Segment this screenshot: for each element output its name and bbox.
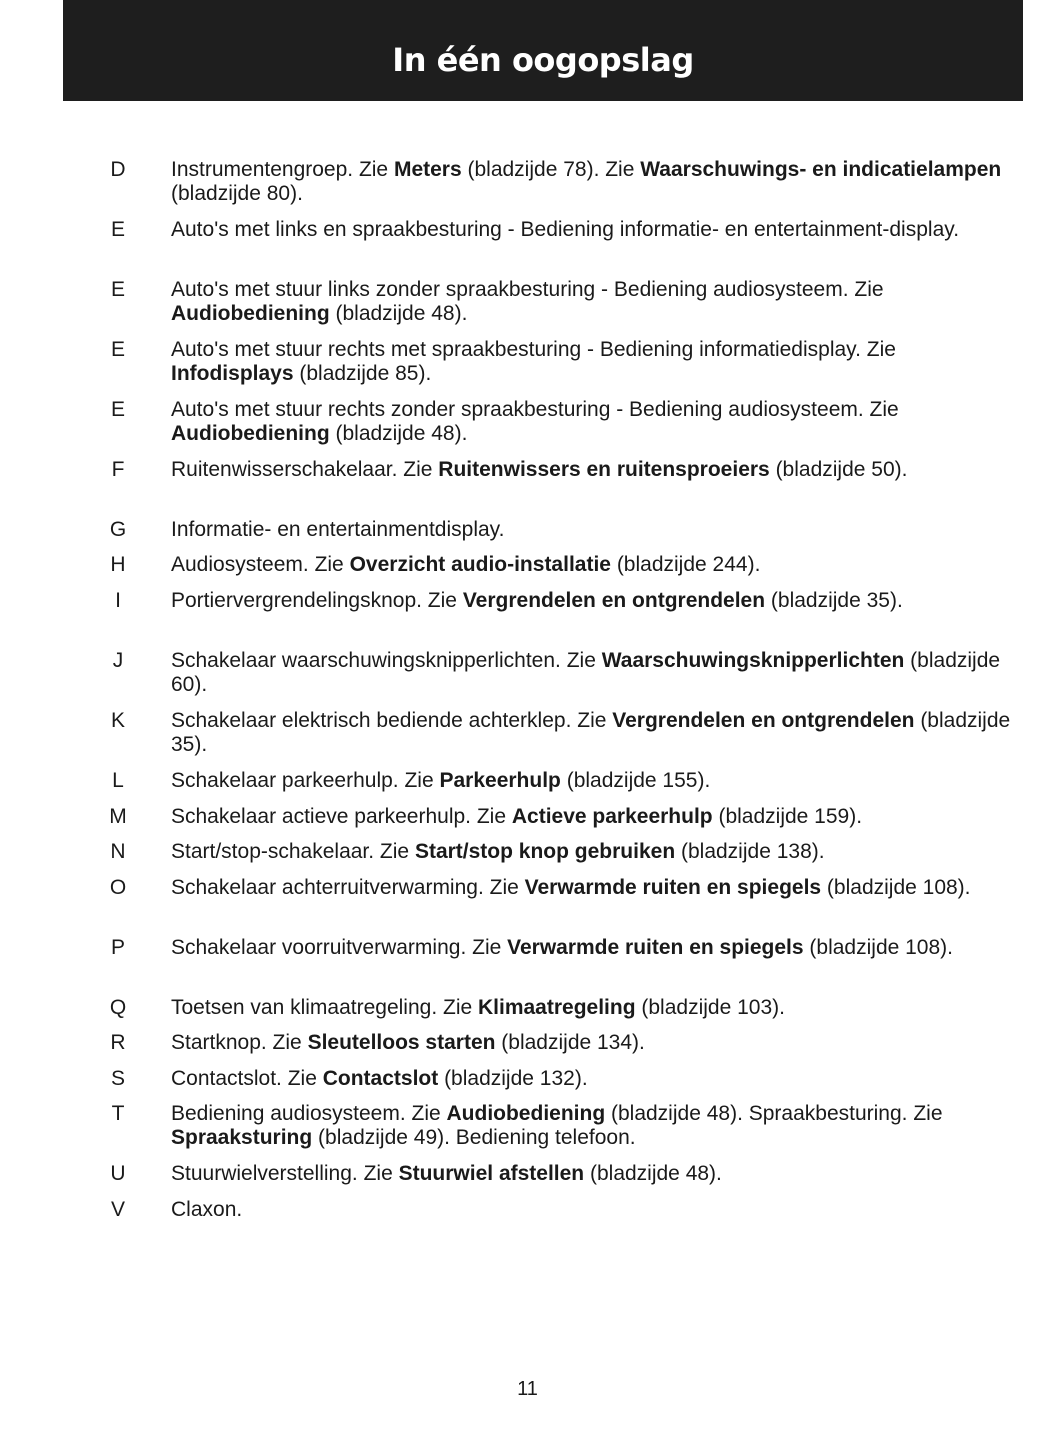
- description-text: (bladzijde 155).: [560, 769, 711, 792]
- item-letter: O: [109, 876, 127, 899]
- item-letter: E: [110, 278, 125, 301]
- description-text: (bladzijde 60).: [171, 649, 1001, 696]
- description-text: (bladzijde 80).: [171, 182, 303, 205]
- item-description: [171, 589, 1016, 613]
- description-text: Instrumentengroep. Zie: [171, 158, 394, 181]
- description-text: (bladzijde 50).: [769, 458, 908, 481]
- cross-reference: Klimaatregeling: [478, 996, 636, 1019]
- cross-reference: Verwarmde ruiten en spiegels: [524, 876, 822, 899]
- description-text: (bladzijde 108).: [821, 876, 971, 899]
- description-text: Portiervergrendelingsknop. Zie: [171, 589, 463, 612]
- item-description: [171, 218, 1016, 242]
- description-text: Ruitenwisserschakelaar. Zie: [171, 458, 439, 481]
- description-text: (bladzijde 134).: [495, 1031, 645, 1054]
- description-text: Stuurwielverstelling. Zie: [171, 1162, 399, 1185]
- description-text: (bladzijde 78). Zie: [461, 158, 641, 181]
- cross-reference: Overzicht audio-installatie: [349, 553, 611, 576]
- item-description: [171, 338, 1016, 386]
- cross-reference: Infodisplays: [171, 362, 294, 385]
- description-text: Schakelaar waarschuwingsknipperlichten. Zie: [171, 649, 602, 672]
- cross-reference: Meters: [393, 158, 462, 181]
- cross-reference: Parkeerhulp: [439, 769, 561, 792]
- page-number: 11: [517, 1378, 538, 1400]
- description-text: Bediening audiosysteem. Zie: [171, 1102, 447, 1125]
- cross-reference: Audiobediening: [171, 422, 330, 445]
- item-letter: D: [110, 158, 126, 181]
- item-letter: S: [110, 1067, 125, 1090]
- description-text: Start/stop-schakelaar. Zie: [171, 840, 415, 863]
- description-text: (bladzijde 159).: [712, 805, 863, 828]
- description-text: Auto's met stuur rechts zonder spraakbesturing - Bediening audiosysteem. Zie: [171, 398, 899, 421]
- item-description: [171, 1102, 1016, 1150]
- item-letter: H: [110, 553, 126, 576]
- item-letter: Q: [109, 996, 127, 1019]
- description-text: (bladzijde 138).: [675, 840, 825, 863]
- description-text: Audiosysteem. Zie: [171, 553, 350, 576]
- cross-reference: Audiobediening: [446, 1102, 606, 1125]
- page-title: In één oogopslag: [392, 41, 694, 79]
- item-letter: U: [110, 1162, 126, 1185]
- description-text: (bladzijde 244).: [610, 553, 761, 576]
- item-letter: G: [109, 518, 127, 541]
- item-description: [171, 1031, 1016, 1055]
- description-text: (bladzijde 35).: [765, 589, 903, 612]
- item-letter: E: [110, 218, 125, 241]
- description-text: Startknop. Zie: [171, 1031, 308, 1054]
- cross-reference: Audiobediening: [171, 302, 330, 325]
- item-description: [171, 458, 1016, 482]
- header-bar: [63, 0, 1023, 101]
- description-text: (bladzijde 48). Spraakbesturing. Zie: [605, 1102, 943, 1125]
- item-letter: K: [110, 709, 125, 732]
- description-text: Schakelaar parkeerhulp. Zie: [171, 769, 440, 792]
- item-description: [171, 158, 1016, 206]
- item-description: [171, 1198, 1016, 1222]
- item-description: [171, 278, 1016, 326]
- item-letter: L: [112, 769, 124, 792]
- item-description: [171, 649, 1016, 697]
- description-text: (bladzijde 48).: [329, 302, 468, 325]
- item-letter: R: [110, 1031, 126, 1054]
- item-letter: M: [109, 805, 127, 828]
- item-letter: P: [110, 936, 125, 959]
- item-description: [171, 876, 1016, 900]
- description-text: (bladzijde 49). Bediening telefoon.: [312, 1126, 636, 1149]
- cross-reference: Waarschuwingsknipperlichten: [601, 649, 905, 672]
- item-description: [171, 1067, 1016, 1091]
- description-text: (bladzijde 103).: [635, 996, 785, 1019]
- cross-reference: Actieve parkeerhulp: [511, 805, 713, 828]
- cross-reference: Vergrendelen en ontgrendelen: [612, 709, 915, 732]
- description-text: Auto's met stuur links zonder spraakbesturing - Bediening audiosysteem. Zie: [171, 278, 884, 301]
- item-letter: J: [112, 649, 124, 672]
- cross-reference: Stuurwiel afstellen: [398, 1162, 585, 1185]
- description-text: Informatie- en entertainmentdisplay.: [171, 518, 505, 541]
- item-letter: E: [110, 398, 125, 421]
- description-text: (bladzijde 85).: [293, 362, 432, 385]
- cross-reference: Sleutelloos starten: [307, 1031, 496, 1054]
- cross-reference: Verwarmde ruiten en spiegels: [507, 936, 804, 959]
- description-text: Auto's met stuur rechts met spraakbesturing - Bediening informatiedisplay. Zie: [171, 338, 896, 361]
- item-letter: I: [115, 589, 121, 612]
- cross-reference: Start/stop knop gebruiken: [414, 840, 676, 863]
- cross-reference: Ruitenwissers en ruitensproeiers: [438, 458, 770, 481]
- item-letter: F: [111, 458, 125, 481]
- description-text: Schakelaar actieve parkeerhulp. Zie: [171, 805, 512, 828]
- cross-reference: Spraaksturing: [171, 1126, 313, 1149]
- description-text: Schakelaar elektrisch bediende achterklep. Zie: [171, 709, 613, 732]
- item-description: [171, 840, 1016, 864]
- item-description: [171, 1162, 1016, 1186]
- description-text: Claxon.: [171, 1198, 243, 1221]
- description-text: Contactslot. Zie: [171, 1067, 323, 1090]
- description-text: (bladzijde 132).: [438, 1067, 588, 1090]
- cross-reference: Vergrendelen en ontgrendelen: [462, 589, 766, 612]
- item-letter: T: [111, 1102, 125, 1125]
- description-text: Schakelaar voorruitverwarming. Zie: [171, 936, 508, 959]
- item-description: [171, 518, 1016, 542]
- item-description: [171, 553, 1016, 577]
- item-letter: V: [110, 1198, 125, 1221]
- description-text: (bladzijde 48).: [329, 422, 468, 445]
- item-description: [171, 709, 1016, 757]
- description-text: (bladzijde 35).: [171, 709, 1011, 756]
- cross-reference: Contactslot: [322, 1067, 439, 1090]
- item-description: [171, 769, 1016, 793]
- item-letter: N: [110, 840, 126, 863]
- description-text: (bladzijde 108).: [803, 936, 953, 959]
- description-text: Auto's met links en spraakbesturing - Bediening informatie- en entertainment-display.: [171, 218, 960, 241]
- item-letter: E: [110, 338, 125, 361]
- cross-reference: Waarschuwings- en indicatielampen: [640, 158, 1002, 181]
- item-description: [171, 805, 1016, 829]
- item-description: [171, 936, 1016, 960]
- item-description: [171, 996, 1016, 1020]
- item-description: [171, 398, 1016, 446]
- description-text: Toetsen van klimaatregeling. Zie: [171, 996, 478, 1019]
- description-text: (bladzijde 48).: [584, 1162, 722, 1185]
- description-text: Schakelaar achterruitverwarming. Zie: [171, 876, 525, 899]
